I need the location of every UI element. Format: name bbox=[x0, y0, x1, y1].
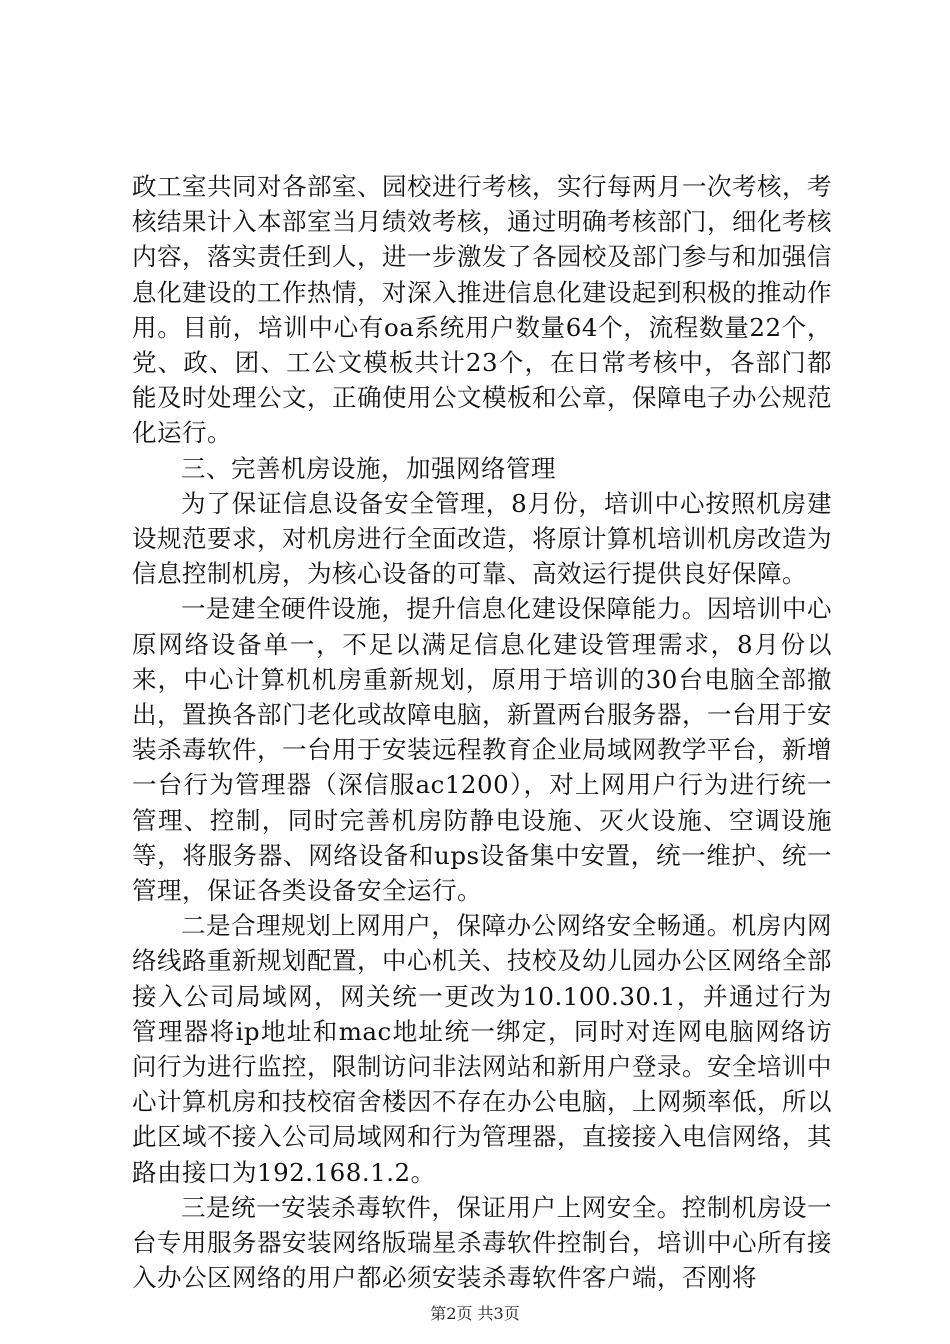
paragraph-hardware: 一是建全硬件设施，提升信息化建设保障能力。因培训中心原网络设备单一，不足以满足信息化建设管理需求，8月份以来，中心计算机机房重新规划，原用于培训的30台电脑全部撤出，置换各部门老化或故障电脑，新置两台服务器，一台用于安装杀毒软件，一台用于安装远程教育企业局域网教学平台，新增一台行为管理器（深信服ac1200），对上网用户行为进行统一管理、控制，同时完善机房防静电设施、灭火设施、空调设施等，将服务器、网络设备和ups设备集中安置，统一维护、统一管理，保证各类设备安全运行。 bbox=[132, 594, 832, 906]
page-footer bbox=[0, 1304, 950, 1324]
paragraph-continuation: 政工室共同对各部室、园校进行考核，实行每两月一次考核，考核结果计入本部室当月绩效考核，通过明确考核部门，细化考核内容，落实责任到人，进一步激发了各园校及部门参与和加强信息化建设的工作热情，对深入推进信息化建设起到积极的推动作用。目前，培训中心有oa系统用户数量64个，流程数量22个，党、政、团、工公文模板共计23个，在日常考核中，各部门都能及时处理公文，正确使用公文模板和公章，保障电子办公规范化运行。 bbox=[132, 172, 832, 448]
document-body bbox=[132, 169, 832, 1296]
paragraph-antivirus: 三是统一安装杀毒软件，保证用户上网安全。控制机房设一台专用服务器安装网络版瑞星杀毒软件控制台，培训中心所有接入办公区网络的用户都必须安装杀毒软件客户端，否刚将 bbox=[132, 1192, 832, 1293]
section-heading: 三、完善机房设施，加强网络管理 bbox=[181, 453, 556, 483]
paragraph-network-users: 二是合理规划上网用户，保障办公网络安全畅通。机房内网络线路重新规划配置，中心机关、技校及幼儿园办公区网络全部接入公司局域网，网关统一更改为10.100.30.1，并通过行为管理器将ip地址和mac地址统一绑定，同时对连网电脑网络访问行为进行监控，限制访问非法网站和新用户登录。安全培训中心计算机房和技校宿舍楼因不存在办公电脑，上网频率低，所以此区域不接入公司局域网和行为管理器，直接接入电信网络，其路由接口为192.168.1.2。 bbox=[132, 911, 832, 1187]
paragraph-intro: 为了保证信息设备安全管理，8月份，培训中心按照机房建设规范要求，对机房进行全面改造，将原计算机培训机房改造为信息控制机房，为核心设备的可靠、高效运行提供良好保障。 bbox=[132, 488, 832, 589]
page-number: 第2页 共3页 bbox=[430, 1304, 520, 1323]
